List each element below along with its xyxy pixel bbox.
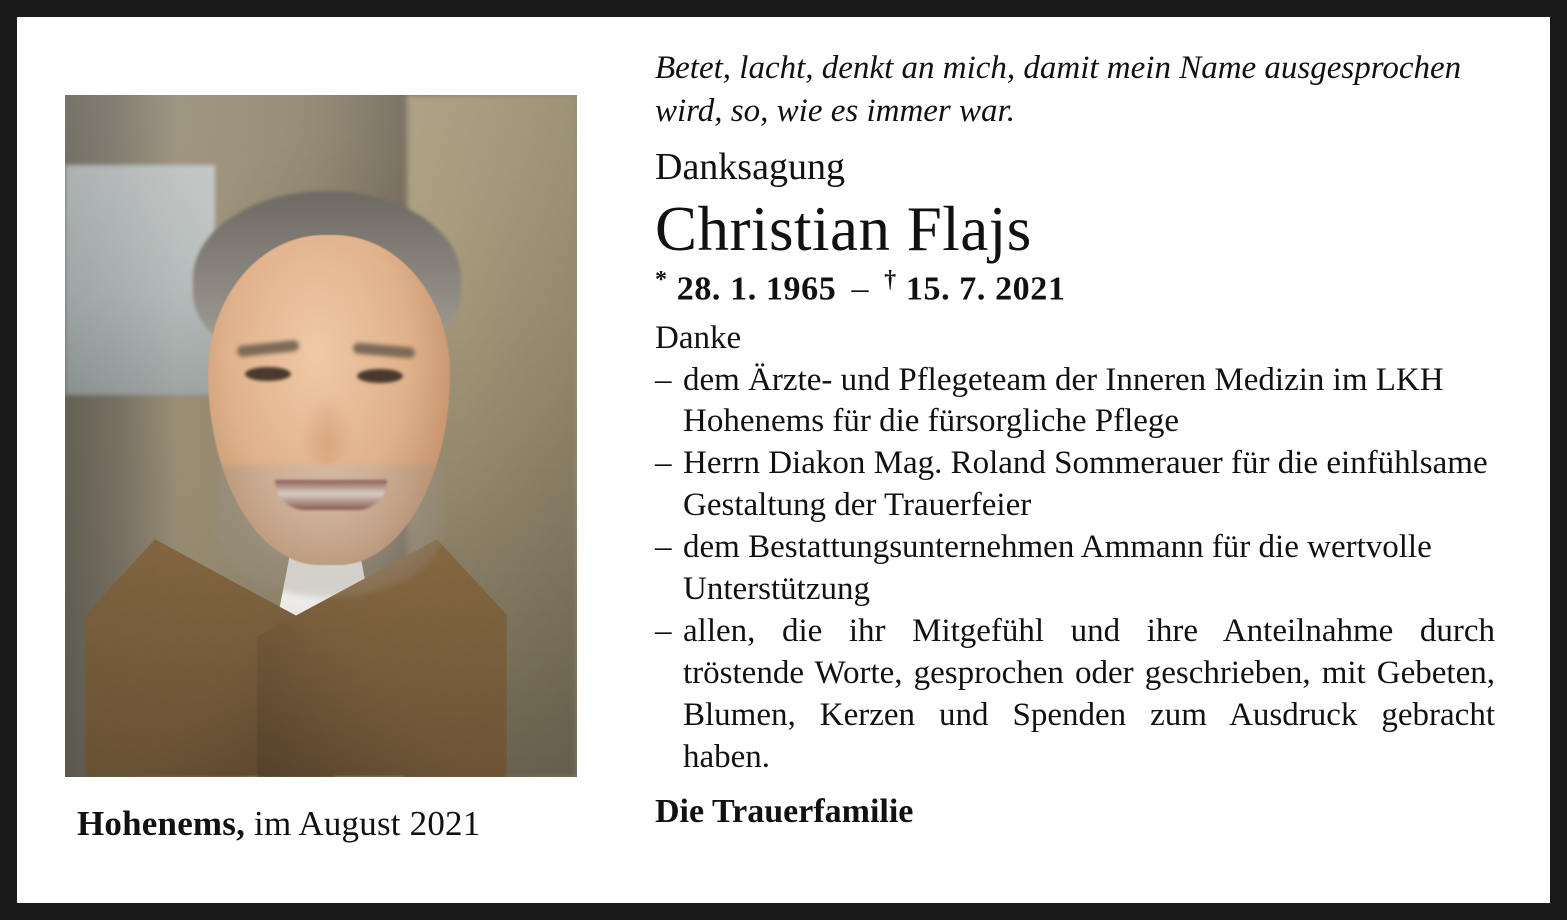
portrait-vignette: [65, 95, 577, 777]
life-dates: [655, 267, 1495, 308]
list-bullet: –: [655, 529, 672, 566]
list-item-text: allen, die ihr Mitgefühl und ihre Anteilnahme durch tröstende Worte, gesprochen oder geschrieben, mit Gebeten, Blumen, Kerzen und Spenden zum Ausdruck gebracht haben.: [683, 612, 1495, 775]
place-label: Hohenems,: [77, 804, 246, 843]
death-date: 15. 7. 2021: [905, 270, 1066, 308]
death-symbol: †: [884, 266, 897, 293]
notice-heading: Danksagung: [655, 145, 845, 188]
list-item-text: dem Ärzte- und Pflegeteam der Inneren Medizin im LKH Hohenems für die fürsorgliche Pflege: [683, 361, 1444, 440]
thanks-intro: Danke: [655, 320, 742, 357]
portrait-photo: [65, 95, 577, 777]
date-line-label: im August 2021: [254, 804, 481, 843]
notice-inner: [17, 17, 1550, 903]
birth-date: 28. 1. 1965: [676, 270, 837, 308]
list-item: [655, 443, 1495, 527]
list-item-text: dem Bestattungsunternehmen Ammann für die wertvolle Unterstützung: [683, 529, 1432, 608]
deceased-name: Christian Flajs: [655, 194, 1032, 265]
list-bullet: –: [655, 612, 672, 649]
list-bullet: –: [655, 445, 672, 482]
list-item: [655, 611, 1495, 779]
motto-text: Betet, lacht, denkt an mich, damit mein Name ausgesprochen wird, so, wie es immer war.: [655, 50, 1462, 129]
birth-symbol: *: [655, 266, 668, 293]
thanks-list: [655, 360, 1495, 779]
list-bullet: –: [655, 361, 672, 398]
place-and-date: [65, 805, 577, 844]
list-item-text: Herrn Diakon Mag. Roland Sommerauer für die einfühlsame Gestaltung der Trauerfeier: [683, 445, 1488, 524]
text-column: [625, 17, 1550, 903]
list-item: [655, 527, 1495, 611]
signature-text: Die Trauerfamilie: [655, 792, 914, 830]
portrait-column: [17, 17, 625, 903]
list-item: [655, 360, 1495, 444]
date-separator: –: [851, 270, 870, 308]
